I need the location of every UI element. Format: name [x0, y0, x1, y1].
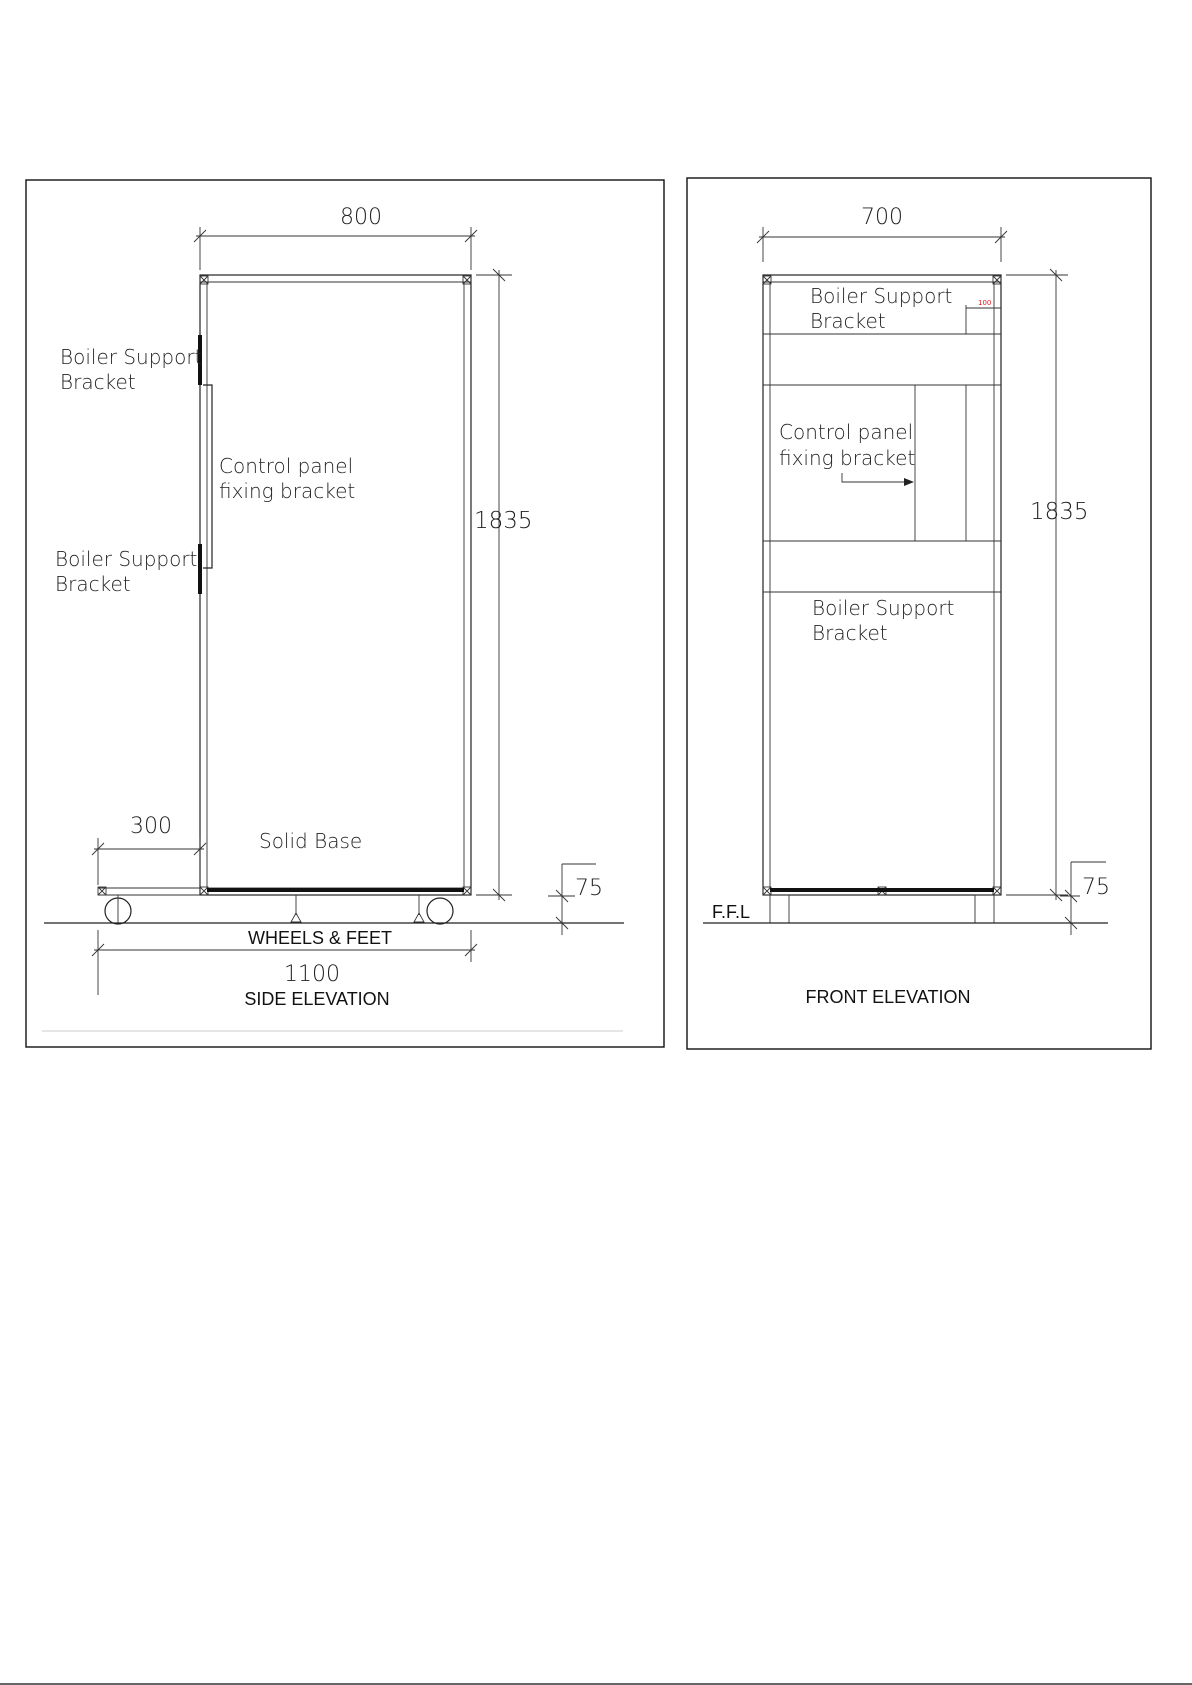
front-dim-700-label: 700 — [861, 205, 903, 230]
side-boiler-bracket-bottom-label-2: Bracket — [55, 572, 131, 596]
front-elevation-title: FRONT ELEVATION — [805, 987, 971, 1007]
front-control-panel-label-1: Control panel — [779, 420, 914, 444]
front-elevation — [687, 178, 1151, 1049]
front-boiler-bracket-bottom-label-1: Boiler Support — [812, 596, 955, 620]
front-boiler-bracket-bottom-label-2: Bracket — [812, 621, 888, 645]
side-dim-1100-label: 1100 — [284, 962, 340, 987]
side-dim-1835-label: 1835 — [474, 508, 533, 534]
side-boiler-bracket-bottom-label-1: Boiler Support — [55, 547, 198, 571]
side-control-panel-label-2: fixing bracket — [219, 479, 356, 503]
front-control-panel-label-2: fixing bracket — [779, 446, 916, 470]
front-boiler-bracket-top-label-1: Boiler Support — [810, 284, 953, 308]
side-wheels-feet-label: WHEELS & FEET — [247, 928, 393, 948]
side-dim-800-label: 800 — [340, 205, 382, 230]
side-elevation-title: SIDE ELEVATION — [244, 989, 390, 1009]
side-boiler-bracket-top-label-1: Boiler Support — [60, 345, 203, 369]
front-dim-100-label: 100 — [978, 299, 992, 307]
side-elevation — [26, 180, 664, 1047]
side-dim-300-label: 300 — [130, 814, 172, 839]
side-solid-base-label: Solid Base — [259, 829, 363, 853]
front-dim-1835-label: 1835 — [1030, 499, 1089, 525]
side-dim-75-label: 75 — [575, 876, 603, 901]
side-elevation-frame — [26, 180, 664, 1047]
side-control-panel-label-1: Control panel — [219, 454, 354, 478]
front-ffl-label: F.F.L — [712, 902, 751, 922]
side-boiler-bracket-top-label-2: Bracket — [60, 370, 136, 394]
front-dim-75-label: 75 — [1082, 875, 1110, 900]
front-boiler-bracket-top-label-2: Bracket — [810, 309, 886, 333]
